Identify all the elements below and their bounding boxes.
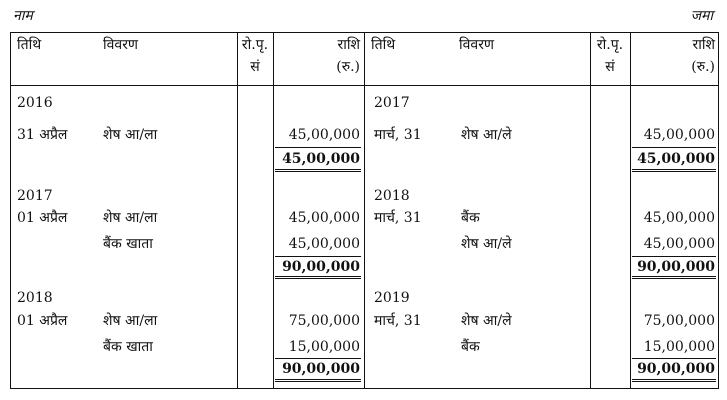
column-divider — [237, 33, 238, 388]
debit-year: 2017 — [17, 188, 53, 204]
total-rule — [632, 358, 716, 359]
center-divider — [364, 33, 365, 388]
total-rule — [632, 379, 716, 380]
total-rule — [275, 278, 361, 279]
col-ref-header: रो.पृ. — [596, 37, 624, 53]
total-rule — [632, 278, 716, 279]
col-date-header: तिथि — [371, 37, 396, 53]
total-rule — [275, 147, 361, 148]
credit-year: 2018 — [374, 188, 410, 204]
credit-year: 2019 — [374, 290, 410, 306]
credit-total: 90,00,000 — [637, 361, 715, 377]
debit-amount: 45,00,000 — [288, 127, 360, 143]
col-amount-header-line2: (रु.) — [336, 59, 360, 75]
credit-date: मार्च, 31 — [374, 127, 422, 143]
credit-particular: शेष आ/ले — [461, 127, 512, 143]
header-rule — [11, 85, 718, 86]
credit-particular: शेष आ/ले — [461, 313, 512, 329]
total-rule — [275, 169, 361, 170]
total-rule — [275, 276, 361, 277]
credit-particular: बैंक — [461, 339, 480, 355]
total-rule — [275, 358, 361, 359]
total-rule — [632, 171, 716, 172]
debit-year: 2018 — [17, 290, 53, 306]
debit-amount: 75,00,000 — [288, 313, 360, 329]
total-rule — [275, 171, 361, 172]
col-ref-header: रो.पृ. — [241, 37, 269, 53]
total-rule — [632, 256, 716, 257]
debit-particular: बैंक खाता — [103, 339, 153, 355]
col-amount-header-line2: (रु.) — [691, 59, 715, 75]
col-amount-header: राशि — [692, 37, 715, 53]
credit-total: 90,00,000 — [637, 259, 715, 275]
total-rule — [275, 381, 361, 382]
debit-particular: शेष आ/ला — [103, 210, 158, 226]
debit-particular: बैंक खाता — [103, 236, 153, 252]
debit-date: 01 अप्रैल — [17, 210, 68, 226]
credit-particular: बैंक — [461, 210, 480, 226]
debit-particular: शेष आ/ला — [103, 127, 158, 143]
credit-date: मार्च, 31 — [374, 313, 422, 329]
debit-date: 01 अप्रैल — [17, 313, 68, 329]
ledger-table — [10, 32, 719, 389]
debit-total: 90,00,000 — [282, 259, 360, 275]
col-date-header: तिथि — [17, 37, 42, 53]
credit-amount: 15,00,000 — [643, 339, 715, 355]
total-rule — [632, 169, 716, 170]
debit-side-label: नाम — [13, 8, 33, 24]
debit-amount: 15,00,000 — [288, 339, 360, 355]
credit-amount: 45,00,000 — [643, 210, 715, 226]
credit-year: 2017 — [374, 95, 410, 111]
debit-amount: 45,00,000 — [288, 210, 360, 226]
credit-side-label: जमा — [690, 8, 713, 24]
credit-date: मार्च, 31 — [374, 210, 422, 226]
debit-date: 31 अप्रैल — [17, 127, 68, 143]
col-ref-header-line2: सं — [605, 59, 615, 75]
credit-particular: शेष आ/ले — [461, 236, 512, 252]
total-rule — [632, 147, 716, 148]
col-ref-header-line2: सं — [250, 59, 260, 75]
total-rule — [632, 276, 716, 277]
credit-amount: 75,00,000 — [643, 313, 715, 329]
total-rule — [632, 381, 716, 382]
column-divider — [590, 33, 591, 388]
col-particulars-header: विवरण — [459, 37, 495, 53]
total-rule — [275, 379, 361, 380]
credit-amount: 45,00,000 — [643, 127, 715, 143]
credit-total: 45,00,000 — [637, 151, 715, 167]
col-amount-header: राशि — [337, 37, 360, 53]
credit-amount: 45,00,000 — [643, 236, 715, 252]
debit-total: 90,00,000 — [282, 361, 360, 377]
debit-particular: शेष आ/ला — [103, 313, 158, 329]
debit-total: 45,00,000 — [282, 151, 360, 167]
debit-year: 2016 — [17, 95, 53, 111]
total-rule — [275, 256, 361, 257]
debit-amount: 45,00,000 — [288, 236, 360, 252]
col-particulars-header: विवरण — [103, 37, 139, 53]
